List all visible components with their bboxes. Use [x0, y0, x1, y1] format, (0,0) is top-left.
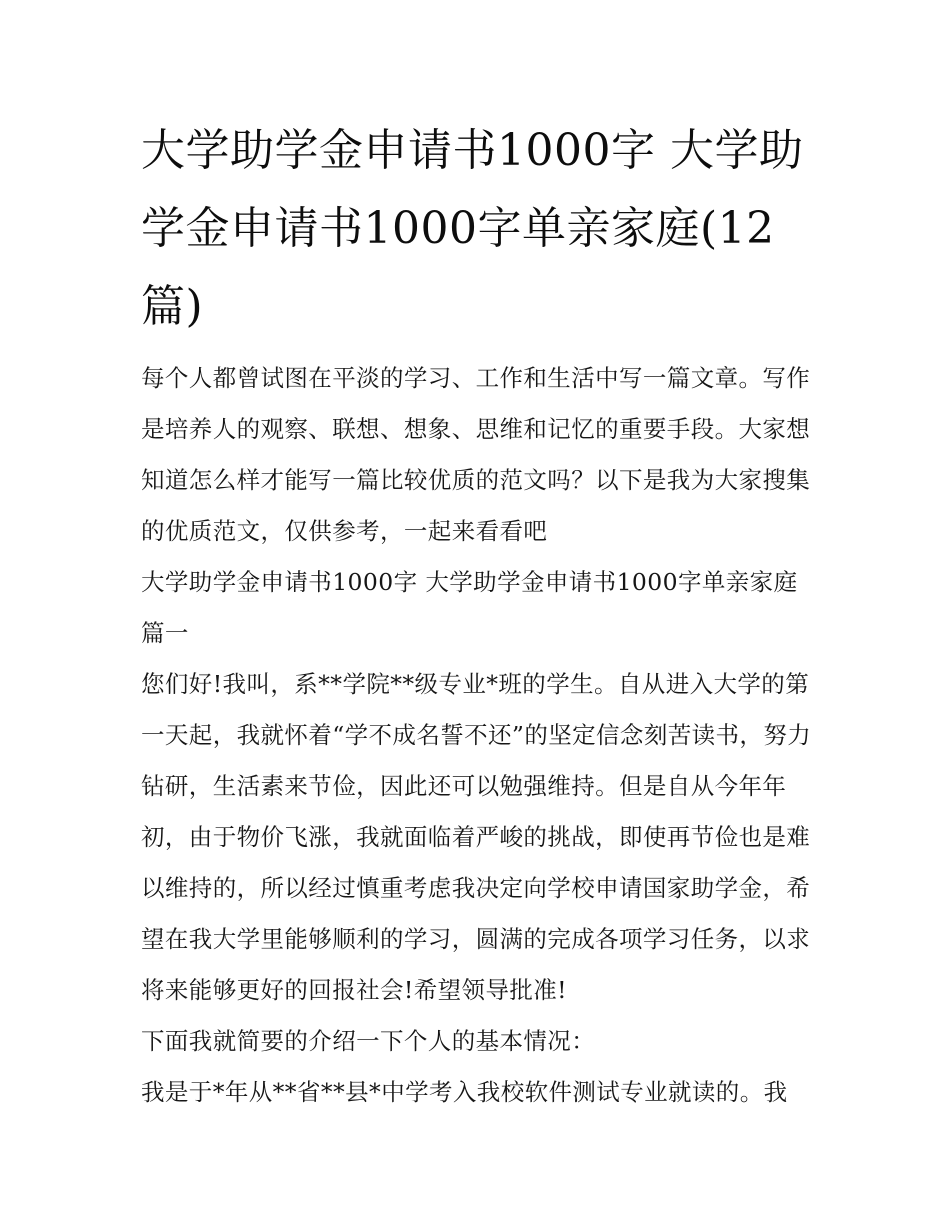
intro-paragraph: 每个人都曾试图在平淡的学习、工作和生活中写一篇文章。写作是培养人的观察、联想、想象、思维和记忆的重要手段。大家想知道怎么样才能写一篇比较优质的范文吗？以下是我为大家搜集的优质范文，仅供参考，一起来看看吧: [141, 364, 811, 545]
document-body: [141, 353, 813, 1118]
section-heading: 大学助学金申请书1000字 大学助学金申请书1000字单亲家庭篇一: [141, 568, 798, 647]
document-title: 大学助学金申请书1000字 大学助学金申请书1000字单亲家庭(12篇): [141, 125, 804, 332]
body-paragraph: 您们好!我叫，系**学院**级专业*班的学生。自从进入大学的第一天起，我就怀着“学不成名誓不还”的坚定信念刻苦读书，努力钻研，生活素来节俭，因此还可以勉强维持。但是自从今年年初，由于物价飞涨，我就面临着严峻的挑战，即使再节俭也是难以维持的，所以经过慎重考虑我决定向学校申请国家助学金，希望在我大学里能够顺利的学习，圆满的完成各项学习任务，以求将来能够更好的回报社会!希望领导批准!: [141, 670, 812, 1004]
body-paragraph: 下面我就简要的介绍一下个人的基本情况：: [141, 1027, 596, 1055]
body-paragraph: 我是于*年从**省**县*中学考入我校软件测试专业就读的。我: [141, 1078, 788, 1106]
